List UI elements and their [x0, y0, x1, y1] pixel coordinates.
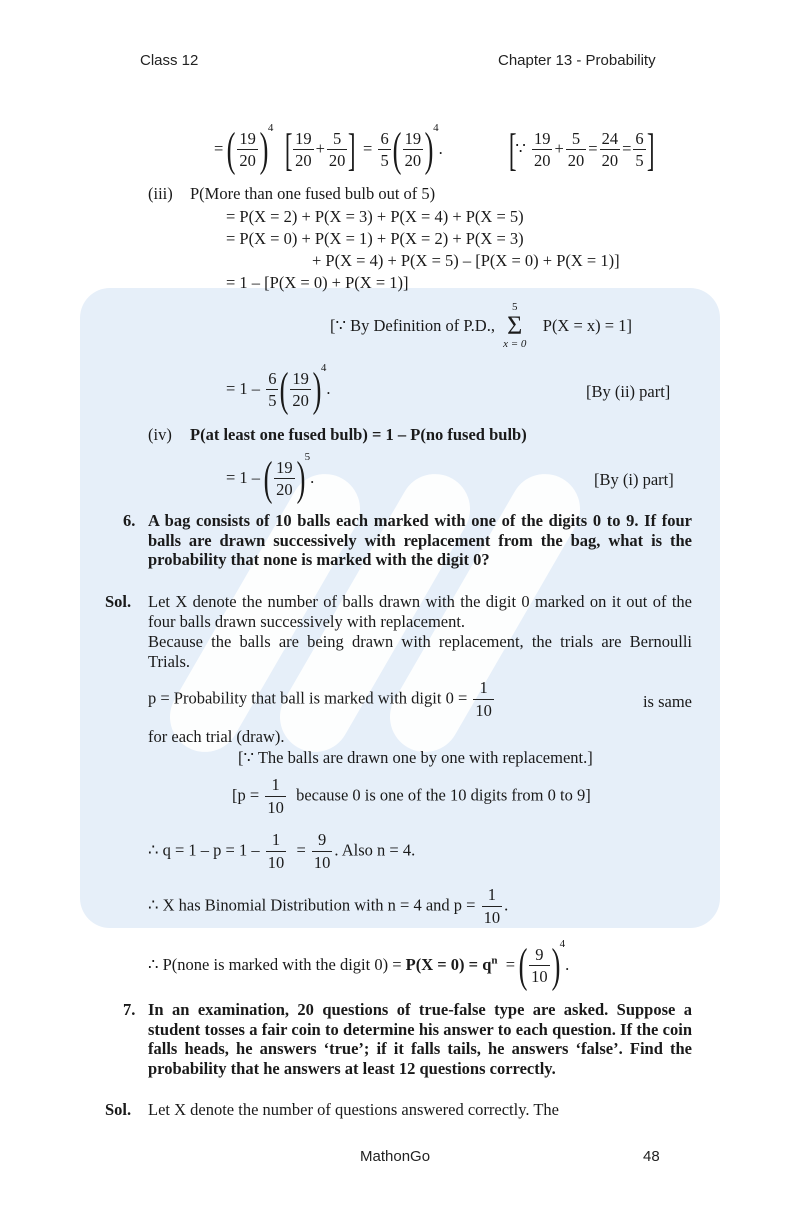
final-bold: P(X = 0) = q — [405, 954, 492, 974]
part-iv-label: (iv) — [148, 425, 172, 444]
sol6-label: Sol. — [105, 592, 132, 611]
ref-part-i: [By (i) part] — [594, 470, 674, 489]
sigma-lower: x = 0 — [503, 338, 527, 350]
header-chapter: Chapter 13 - Probability — [498, 52, 656, 69]
page-number: 48 — [643, 1148, 660, 1165]
sol6-para2: Because the balls are being drawn with replacement, the trials are Bernoulli Trials. — [148, 632, 692, 671]
part-iii-label: (iii) — [148, 184, 173, 203]
q6-number: 6. — [123, 511, 136, 530]
definition-suffix: P(X = x) = 1] — [542, 316, 632, 335]
part-iv-text: P(at least one fused bulb) = 1 – P(no fused bulb) — [190, 425, 527, 444]
sol7-label: Sol. — [105, 1100, 132, 1119]
binomial-text: ∴ X has Binomial Distribution with n = 4 and p = — [148, 895, 476, 915]
expr-line-5: = 1 – [P(X = 0) + P(X = 1)] — [226, 273, 409, 292]
expr-line-0-reason: [∵ $\frac{19}{20}$ + $\frac{5}{20}$ = $\frac{24}{20}$ = $\frac{6}{5}$ ] — [508, 124, 655, 175]
reason-p-prefix: [p = — [232, 785, 260, 805]
p-line-suffix: is same — [642, 692, 692, 711]
q-line-prefix: ∴ q = 1 – p = 1 – — [148, 840, 260, 860]
header-class: Class 12 — [140, 52, 199, 69]
final-exponent: n — [491, 954, 498, 967]
part-iii-text: P(More than one fused bulb out of 5) — [190, 184, 436, 203]
definition-line — [330, 302, 632, 350]
q7-text: In an examination, 20 questions of true-false type are asked. Suppose a student tosses a fair coin to determine his answer to each question. If the coin falls heads, he answers ‘true’; if it falls tails, he answers ‘false’. Find the probability that he answers at least 12 questions correctly. — [148, 1000, 692, 1078]
q-line-suffix: . Also n = 4. — [334, 840, 416, 860]
summation-symbol: 5 Σ x = 0 — [503, 301, 527, 350]
final-answer-line: ∴ P(none is marked with the digit $0) = P(X = 0) = q^n$ = ( $\frac{9}{10}$ )$^4$. — [148, 938, 570, 992]
q6-text: A bag consists of 10 balls each marked with one of the digits 0 to 9. If four balls are drawn successively with replacement from the bag, what is the probability that none is marked with the digit 0? — [148, 511, 692, 569]
sol6-para1: Let X denote the number of balls drawn with the digit 0 marked on it out of the four balls drawn successively with replacement. — [148, 592, 692, 631]
q-line: ∴ q = 1 – p = 1 – $\frac{1}{10}$ = $\frac{9}{10}$ . Also n = 4. — [148, 830, 416, 872]
expr-line-0: = ( $\frac{19}{20}$ )$^4$ [ $\frac{19}{20}$ + $\frac{5}{20}$ ] = $\frac{6}{5}$ ( $\frac{19}{20}$ )$^4$. — [214, 122, 443, 176]
sol7-text: Let X denote the number of questions answered correctly. The — [148, 1100, 559, 1119]
expr-line-3: = P(X = 0) + P(X = 1) + P(X = 2) + P(X = 3) — [226, 229, 524, 248]
expr-line-7: = 1 – $\frac{6}{5}$ ( $\frac{19}{20}$ )$^4$. — [226, 362, 331, 416]
ref-part-ii: [By (ii) part] — [586, 382, 671, 401]
sol6-p-line: p = Probability that ball is marked with digit 0 = $\frac{1}{10}$ is same — [148, 678, 692, 720]
reason-replacement: [∵ The balls are drawn one by one with replacement.] — [238, 748, 593, 767]
p-line-continued: for each trial (draw). — [148, 727, 285, 746]
reason-p-suffix: because 0 is one of the 10 digits from 0 to 9] — [296, 785, 591, 805]
reason-p-value: [p = $\frac{1}{10}$ because 0 is one of the 10 digits from 0 to 9] — [232, 775, 591, 817]
expr-line-4: + P(X = 4) + P(X = 5) – [P(X = 0) + P(X = 1)] — [312, 251, 620, 270]
p-line-prefix: p = Probability that ball is marked with digit 0 = — [148, 688, 468, 708]
sigma-upper: 5 — [511, 301, 518, 313]
footer-brand: MathonGo — [360, 1148, 431, 1165]
definition-prefix: [∵ By Definition of P.D., — [330, 316, 495, 335]
final-prefix: ∴ P(none is marked with the digit 0) = — [148, 954, 402, 974]
expr-line-9: = 1 – ( $\frac{19}{20}$ )$^5$. — [226, 451, 315, 505]
expr-line-2: = P(X = 2) + P(X = 3) + P(X = 4) + P(X = 5) — [226, 207, 524, 226]
binomial-line: ∴ X has Binomial Distribution with n = 4 and p = $\frac{1}{10}$ . — [148, 885, 509, 927]
q7-number: 7. — [123, 1000, 136, 1019]
